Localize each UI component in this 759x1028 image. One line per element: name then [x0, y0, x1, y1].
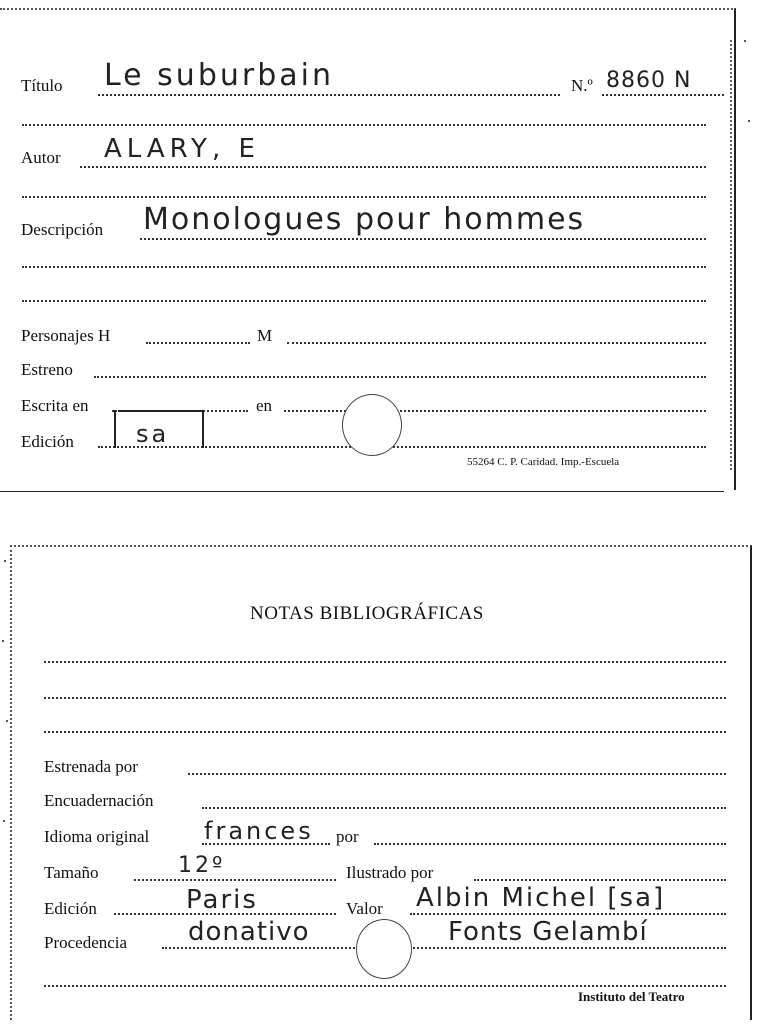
speck — [2, 640, 4, 642]
numero-line — [602, 94, 724, 96]
catalog-card-back — [10, 545, 752, 1020]
procedencia-label: Procedencia — [44, 933, 128, 952]
catalog-card-front — [0, 8, 736, 490]
idioma-original-label: Idioma original — [44, 827, 150, 846]
titulo-value: Le suburbain — [104, 58, 334, 93]
speck — [6, 720, 8, 722]
punch-hole — [342, 394, 402, 456]
notes-line-2 — [44, 697, 726, 699]
edicion-label: Edición — [21, 432, 74, 451]
edicion-label-back: Edición — [44, 899, 97, 918]
notes-line-bottom — [44, 985, 726, 987]
ilustrado-por-label: Ilustrado por — [346, 863, 434, 882]
estrenada-por-label: Estrenada por — [44, 757, 138, 776]
valor-line — [410, 913, 726, 915]
descripcion-value: Monologues pour hommes — [143, 202, 586, 237]
encuadernacion-line — [202, 807, 726, 809]
tamano-value: 12º — [178, 853, 226, 878]
autor-label: Autor — [21, 148, 61, 167]
titulo-line — [98, 94, 560, 96]
escrita-en-label: Escrita en — [21, 396, 89, 415]
por-line — [374, 843, 726, 845]
edicion-value-back: Paris — [186, 885, 258, 915]
descripcion-label: Descripción — [21, 220, 104, 239]
edicion-value: sa — [136, 420, 170, 448]
procedencia-value: donativo — [188, 917, 310, 947]
descripcion-line-2 — [22, 266, 706, 268]
speck — [748, 120, 750, 122]
personajes-m-label: M — [257, 326, 273, 345]
notes-line-3 — [44, 731, 726, 733]
valor-label: Valor — [346, 899, 383, 918]
estreno-line — [94, 376, 706, 378]
valor-value: Albin Michel [sa] — [416, 883, 666, 913]
numero-value: 8860 N — [606, 68, 692, 93]
procedencia-line — [162, 947, 726, 949]
autor-value: ALARY, E — [104, 134, 260, 164]
procedencia-value-2: Fonts Gelambí — [448, 917, 648, 947]
punch-hole-back — [356, 919, 412, 979]
printer-footer: 55264 C. P. Caridad. Imp.-Escuela — [467, 456, 620, 468]
card-heading: NOTAS BIBLIOGRÁFICAS — [250, 603, 484, 624]
estreno-label: Estreno — [21, 360, 73, 379]
tamano-line — [134, 879, 336, 881]
por-label: por — [336, 827, 359, 846]
right-edge-wear — [730, 40, 732, 470]
institute-footer: Instituto del Teatro — [578, 989, 685, 1004]
idioma-original-value: frances — [204, 817, 314, 845]
card-divider — [0, 491, 724, 492]
encuadernacion-label: Encuadernación — [44, 791, 154, 810]
speck — [3, 820, 5, 822]
autor-line — [80, 166, 706, 168]
titulo-label: Título — [21, 76, 63, 95]
descripcion-line — [140, 238, 706, 240]
tamano-label: Tamaño — [44, 863, 99, 882]
descripcion-line-3 — [22, 300, 706, 302]
ilustrado-por-line — [474, 879, 726, 881]
estrenada-por-line — [188, 773, 726, 775]
autor-line-2 — [22, 196, 706, 198]
en-label: en — [256, 396, 273, 415]
titulo-line-2 — [22, 124, 706, 126]
personajes-m-line — [287, 342, 706, 344]
speck — [4, 560, 6, 562]
personajes-h-line — [146, 342, 250, 344]
speck — [744, 40, 746, 42]
personajes-label: Personajes H — [21, 326, 111, 345]
notes-line-1 — [44, 661, 726, 663]
numero-label: N.º — [571, 76, 593, 95]
